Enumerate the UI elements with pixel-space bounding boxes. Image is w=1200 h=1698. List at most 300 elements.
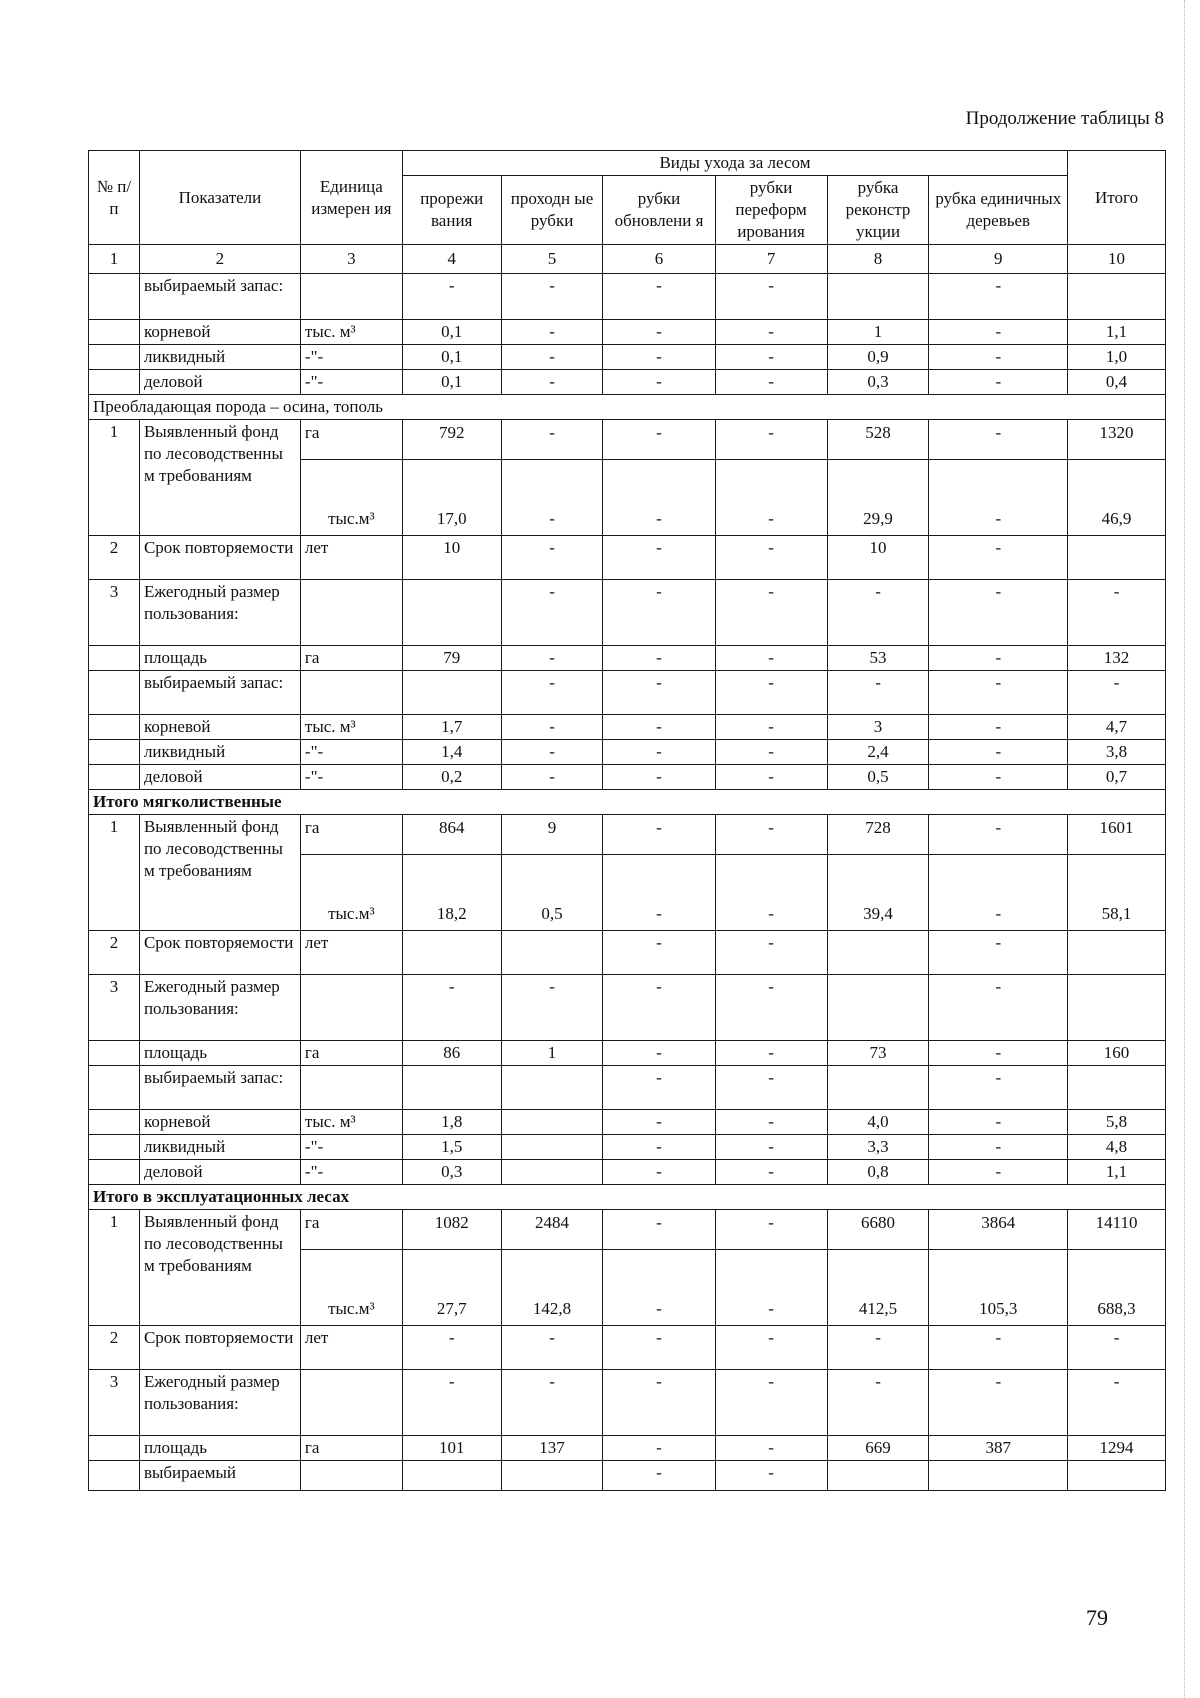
table-cell: - — [603, 975, 715, 1041]
table-cell: 160 — [1068, 1041, 1166, 1066]
table-cell: - — [402, 1326, 501, 1370]
table-cell: - — [715, 1436, 827, 1461]
table-cell: - — [402, 975, 501, 1041]
table-cell: - — [603, 715, 715, 740]
table-cell — [603, 815, 715, 931]
table-cell: - — [715, 671, 827, 715]
table-cell: - — [929, 1110, 1068, 1135]
table-cell: - — [929, 1326, 1068, 1370]
row-label: Срок повторяемости — [139, 1326, 300, 1370]
table-cell: - — [715, 740, 827, 765]
table-cell — [827, 975, 929, 1041]
table-cell — [402, 1461, 501, 1491]
row-label: корневой — [139, 320, 300, 345]
table-row — [89, 320, 1166, 345]
row-label: корневой — [139, 715, 300, 740]
column-number: 3 — [300, 245, 402, 274]
table-cell — [1068, 975, 1166, 1041]
table-cell: - — [1068, 580, 1166, 646]
row-number — [89, 1436, 140, 1461]
table-cell: 1,1 — [1068, 320, 1166, 345]
cell-value-lower: - — [995, 904, 1002, 923]
table-cell — [1068, 1210, 1166, 1326]
header-passage-cuttings: проходн ые рубки — [501, 176, 603, 245]
cell-value-upper: 528 — [828, 420, 929, 460]
table-cell — [1068, 1461, 1166, 1491]
row-number — [89, 740, 140, 765]
table-cell: 53 — [827, 646, 929, 671]
cell-value-upper: 1601 — [1068, 815, 1165, 855]
table-cell: 0,2 — [402, 765, 501, 790]
row-label: Ежегодный размер пользования: — [139, 975, 300, 1041]
row-unit — [300, 1370, 402, 1436]
row-unit: -"- — [300, 1135, 402, 1160]
table-cell — [501, 1160, 603, 1185]
table-cell: 10 — [827, 536, 929, 580]
table-cell — [603, 420, 715, 536]
table-cell: - — [603, 931, 715, 975]
table-cell: 0,3 — [827, 370, 929, 395]
row-number — [89, 646, 140, 671]
column-number: 4 — [402, 245, 501, 274]
table-cell: - — [929, 536, 1068, 580]
row-number: 2 — [89, 536, 140, 580]
table-cell: 1 — [501, 1041, 603, 1066]
cell-value-lower: тыс.м³ — [328, 904, 375, 923]
table-cell: - — [603, 1326, 715, 1370]
cell-value-lower: 17,0 — [436, 509, 467, 528]
table-cell: 1,5 — [402, 1135, 501, 1160]
table-row — [89, 1326, 1166, 1370]
cell-value-upper: 14110 — [1068, 1210, 1165, 1250]
table-row — [89, 715, 1166, 740]
table-row — [89, 345, 1166, 370]
table-cell — [501, 931, 603, 975]
cell-value-lower: 142,8 — [532, 1299, 572, 1318]
row-number — [89, 345, 140, 370]
row-number — [89, 370, 140, 395]
table-cell: 1,0 — [1068, 345, 1166, 370]
table-row — [89, 1066, 1166, 1110]
table-cell: - — [1068, 671, 1166, 715]
table-cell — [402, 931, 501, 975]
cell-value-upper: - — [716, 420, 827, 460]
section-title: Итого мягколиственные — [89, 790, 1166, 815]
row-label: ликвидный — [139, 345, 300, 370]
table-cell: 1,8 — [402, 1110, 501, 1135]
table-cell: 73 — [827, 1041, 929, 1066]
table-row — [89, 671, 1166, 715]
table-row — [89, 420, 1166, 536]
table-cell: - — [929, 740, 1068, 765]
header-total: Итого — [1068, 151, 1166, 245]
table-cell — [827, 931, 929, 975]
section-row — [89, 395, 1166, 420]
row-unit — [300, 420, 402, 536]
row-label: ликвидный — [139, 1135, 300, 1160]
table-cell: - — [501, 765, 603, 790]
table-cell: - — [603, 1436, 715, 1461]
cell-value-lower: - — [656, 904, 662, 923]
cell-value-upper: га — [301, 420, 402, 460]
cell-value-lower: - — [768, 1299, 774, 1318]
table-cell — [1068, 815, 1166, 931]
section-title: Итого в эксплуатационных лесах — [89, 1185, 1166, 1210]
cell-value-lower: 46,9 — [1101, 509, 1132, 528]
row-number — [89, 320, 140, 345]
cell-value-lower: - — [549, 509, 555, 528]
table-cell — [715, 1210, 827, 1326]
table-cell: 1 — [827, 320, 929, 345]
cell-value-lower: - — [656, 1299, 662, 1318]
table-row — [89, 274, 1166, 320]
header-reformation-cuttings: рубки переформ ирования — [715, 176, 827, 245]
table-cell: 10 — [402, 536, 501, 580]
table-cell — [929, 420, 1068, 536]
table-cell: 0,3 — [402, 1160, 501, 1185]
table-cell — [1068, 420, 1166, 536]
table-cell — [402, 1210, 501, 1326]
table-cell: 3,3 — [827, 1135, 929, 1160]
table-cell: 0,9 — [827, 345, 929, 370]
table-cell: - — [715, 1041, 827, 1066]
cell-value-lower: 27,7 — [436, 1299, 467, 1318]
cell-value-lower: 18,2 — [436, 904, 467, 923]
table-cell: - — [715, 715, 827, 740]
row-unit: -"- — [300, 765, 402, 790]
row-label: выбираемый запас: — [139, 274, 300, 320]
cell-value-lower: тыс.м³ — [328, 1299, 375, 1318]
table-cell: 79 — [402, 646, 501, 671]
cell-value-lower: - — [656, 509, 662, 528]
row-number: 2 — [89, 1326, 140, 1370]
table-cell: - — [715, 1135, 827, 1160]
table-cell — [402, 420, 501, 536]
table-cell — [402, 1066, 501, 1110]
table-cell: 3,8 — [1068, 740, 1166, 765]
table-cell: - — [929, 345, 1068, 370]
table-cell: - — [402, 1370, 501, 1436]
cell-value-lower: 58,1 — [1101, 904, 1132, 923]
table-cell: - — [929, 765, 1068, 790]
row-unit — [300, 1066, 402, 1110]
row-number — [89, 1461, 140, 1491]
table-cell: - — [501, 320, 603, 345]
row-unit — [300, 1210, 402, 1326]
cell-value-upper: - — [929, 815, 1067, 855]
table-cell: - — [501, 975, 603, 1041]
table-cell: - — [715, 765, 827, 790]
table-cell: 5,8 — [1068, 1110, 1166, 1135]
table-row — [89, 1210, 1166, 1326]
table-cell — [827, 420, 929, 536]
row-unit — [300, 671, 402, 715]
table-cell: - — [501, 1370, 603, 1436]
table-row — [89, 1436, 1166, 1461]
row-label: выбираемый запас: — [139, 671, 300, 715]
row-label: Выявленный фонд по лесоводственны м требованиям — [139, 1210, 300, 1326]
cell-value-upper: 792 — [403, 420, 501, 460]
cell-value-lower: - — [768, 509, 774, 528]
table-row — [89, 1160, 1166, 1185]
cell-value-lower: 0,5 — [541, 904, 563, 923]
table-cell: - — [715, 1066, 827, 1110]
table-cell: - — [929, 715, 1068, 740]
table-cell — [501, 420, 603, 536]
row-label: Выявленный фонд по лесоводственны м требованиям — [139, 420, 300, 536]
table-cell: - — [603, 345, 715, 370]
table-cell: - — [501, 580, 603, 646]
cell-value-upper: - — [603, 420, 714, 460]
table-cell: - — [929, 1041, 1068, 1066]
table-row — [89, 1135, 1166, 1160]
table-cell: - — [603, 1135, 715, 1160]
cell-value-upper: га — [301, 1210, 402, 1250]
table-cell: 0,7 — [1068, 765, 1166, 790]
table-cell: - — [929, 1160, 1068, 1185]
table-row — [89, 1461, 1166, 1491]
table-cell: - — [715, 320, 827, 345]
row-number — [89, 715, 140, 740]
row-number — [89, 1135, 140, 1160]
table-cell: 387 — [929, 1436, 1068, 1461]
table-cell — [1068, 1066, 1166, 1110]
row-label: корневой — [139, 1110, 300, 1135]
forest-care-table — [88, 150, 1166, 1491]
cell-value-upper: - — [502, 420, 603, 460]
row-unit: тыс. м³ — [300, 1110, 402, 1135]
table-cell: - — [501, 536, 603, 580]
row-unit: га — [300, 1436, 402, 1461]
header-thinning: прорежи вания — [402, 176, 501, 245]
table-cell: - — [501, 740, 603, 765]
cell-value-upper: - — [603, 1210, 714, 1250]
table-cell: - — [501, 1326, 603, 1370]
table-cell: - — [715, 274, 827, 320]
table-cell: 1,1 — [1068, 1160, 1166, 1185]
table-cell: - — [715, 1370, 827, 1436]
table-cell — [827, 1461, 929, 1491]
table-cell — [827, 1066, 929, 1110]
table-cell: - — [715, 1326, 827, 1370]
table-cell: - — [715, 1160, 827, 1185]
table-cell — [402, 815, 501, 931]
table-cell: - — [827, 580, 929, 646]
cell-value-upper: 728 — [828, 815, 929, 855]
table-cell: 101 — [402, 1436, 501, 1461]
table-cell: - — [715, 345, 827, 370]
table-cell: - — [1068, 1326, 1166, 1370]
cell-value-upper: 1082 — [403, 1210, 501, 1250]
table-cell — [1068, 931, 1166, 975]
cell-value-upper: 6680 — [828, 1210, 929, 1250]
row-unit — [300, 1461, 402, 1491]
table-cell: - — [715, 931, 827, 975]
table-cell — [402, 671, 501, 715]
table-cell: - — [715, 1461, 827, 1491]
table-cell: - — [603, 536, 715, 580]
table-cell: - — [929, 320, 1068, 345]
table-cell: - — [501, 370, 603, 395]
table-row — [89, 1110, 1166, 1135]
row-number: 3 — [89, 580, 140, 646]
row-unit: -"- — [300, 740, 402, 765]
column-number-row — [89, 245, 1166, 274]
row-number — [89, 765, 140, 790]
table-cell: - — [827, 1370, 929, 1436]
row-unit: тыс. м³ — [300, 715, 402, 740]
table-cell: - — [501, 646, 603, 671]
row-unit: тыс. м³ — [300, 320, 402, 345]
table-cell: 669 — [827, 1436, 929, 1461]
row-unit: лет — [300, 1326, 402, 1370]
table-cell — [1068, 274, 1166, 320]
table-cell: - — [603, 646, 715, 671]
section-row — [89, 1185, 1166, 1210]
table-row — [89, 815, 1166, 931]
table-cell: 0,1 — [402, 345, 501, 370]
table-cell: 0,8 — [827, 1160, 929, 1185]
cell-value-lower: 105,3 — [979, 1299, 1018, 1318]
table-cell: - — [603, 1160, 715, 1185]
table-cell: - — [929, 646, 1068, 671]
table-cell: 1294 — [1068, 1436, 1166, 1461]
row-label: Срок повторяемости — [139, 536, 300, 580]
table-cell: - — [1068, 1370, 1166, 1436]
cell-value-upper: - — [716, 1210, 827, 1250]
table-cell: - — [929, 580, 1068, 646]
header-care-types: Виды ухода за лесом — [402, 151, 1067, 176]
table-cell — [715, 815, 827, 931]
table-cell: - — [603, 1066, 715, 1110]
table-cell: - — [603, 1461, 715, 1491]
cell-value-upper: 2484 — [502, 1210, 603, 1250]
header-single-tree-cutting: рубка единичных деревьев — [929, 176, 1068, 245]
column-number: 1 — [89, 245, 140, 274]
column-number: 10 — [1068, 245, 1166, 274]
table-cell — [827, 274, 929, 320]
row-label: площадь — [139, 1041, 300, 1066]
row-number: 2 — [89, 931, 140, 975]
page-edge-line — [1184, 0, 1185, 1698]
table-cell: 1,7 — [402, 715, 501, 740]
table-cell: - — [827, 671, 929, 715]
row-number — [89, 1066, 140, 1110]
cell-value-upper: 1320 — [1068, 420, 1165, 460]
cell-value-upper: - — [929, 420, 1067, 460]
table-cell — [715, 420, 827, 536]
cell-value-upper: - — [716, 815, 827, 855]
table-cell: - — [715, 1110, 827, 1135]
row-label: Выявленный фонд по лесоводственны м требованиям — [139, 815, 300, 931]
table-cell: - — [929, 931, 1068, 975]
row-label: деловой — [139, 1160, 300, 1185]
table-cell: - — [603, 765, 715, 790]
table-cell: - — [929, 1066, 1068, 1110]
table-cell — [929, 1210, 1068, 1326]
table-cell: 4,0 — [827, 1110, 929, 1135]
table-row — [89, 1370, 1166, 1436]
table-cell: 0,1 — [402, 320, 501, 345]
table-cell: 0,1 — [402, 370, 501, 395]
table-row — [89, 536, 1166, 580]
table-body — [89, 245, 1166, 1491]
row-label: ликвидный — [139, 740, 300, 765]
row-label: Ежегодный размер пользования: — [139, 1370, 300, 1436]
table-cell: 1,4 — [402, 740, 501, 765]
table-cell: - — [929, 274, 1068, 320]
table-cell: - — [501, 715, 603, 740]
cell-value-lower: тыс.м³ — [328, 509, 375, 528]
column-number: 5 — [501, 245, 603, 274]
table-row — [89, 765, 1166, 790]
table-cell — [827, 815, 929, 931]
row-unit: -"- — [300, 345, 402, 370]
table-cell — [501, 1210, 603, 1326]
row-unit — [300, 975, 402, 1041]
table-row — [89, 370, 1166, 395]
row-number — [89, 1041, 140, 1066]
table-cell — [827, 1210, 929, 1326]
row-number — [89, 671, 140, 715]
table-cell: - — [603, 1041, 715, 1066]
header-reconstruction-cutting: рубка реконстр укции — [827, 176, 929, 245]
row-number — [89, 1110, 140, 1135]
table-cell — [929, 815, 1068, 931]
row-number — [89, 274, 140, 320]
row-label: деловой — [139, 765, 300, 790]
table-cell: 0,5 — [827, 765, 929, 790]
table-row — [89, 580, 1166, 646]
row-label: деловой — [139, 370, 300, 395]
row-label: Ежегодный размер пользования: — [139, 580, 300, 646]
table-cell — [929, 1461, 1068, 1491]
table-row — [89, 1041, 1166, 1066]
column-number: 8 — [827, 245, 929, 274]
column-number: 9 — [929, 245, 1068, 274]
row-number — [89, 1160, 140, 1185]
table-cell — [501, 1135, 603, 1160]
row-number: 3 — [89, 975, 140, 1041]
table-cell: - — [715, 536, 827, 580]
table-cell: - — [715, 975, 827, 1041]
column-number: 6 — [603, 245, 715, 274]
page-number: 79 — [1086, 1605, 1108, 1630]
table-cell: 86 — [402, 1041, 501, 1066]
table-cell: - — [501, 345, 603, 370]
table-cell: 132 — [1068, 646, 1166, 671]
section-title: Преобладающая порода – осина, тополь — [89, 395, 1166, 420]
table-cell: - — [603, 1110, 715, 1135]
table-cell: - — [603, 740, 715, 765]
row-label: Срок повторяемости — [139, 931, 300, 975]
table-row — [89, 931, 1166, 975]
table-cell — [501, 815, 603, 931]
table-cell: - — [603, 320, 715, 345]
table-cell: - — [603, 370, 715, 395]
table-cell: - — [715, 370, 827, 395]
column-number: 7 — [715, 245, 827, 274]
row-unit: лет — [300, 931, 402, 975]
table-cell: - — [603, 274, 715, 320]
table-cell: - — [603, 1370, 715, 1436]
cell-value-upper: - — [603, 815, 714, 855]
cell-value-lower: - — [768, 904, 774, 923]
table-cell: - — [501, 274, 603, 320]
row-unit: лет — [300, 536, 402, 580]
row-unit — [300, 580, 402, 646]
table-cell: - — [715, 646, 827, 671]
